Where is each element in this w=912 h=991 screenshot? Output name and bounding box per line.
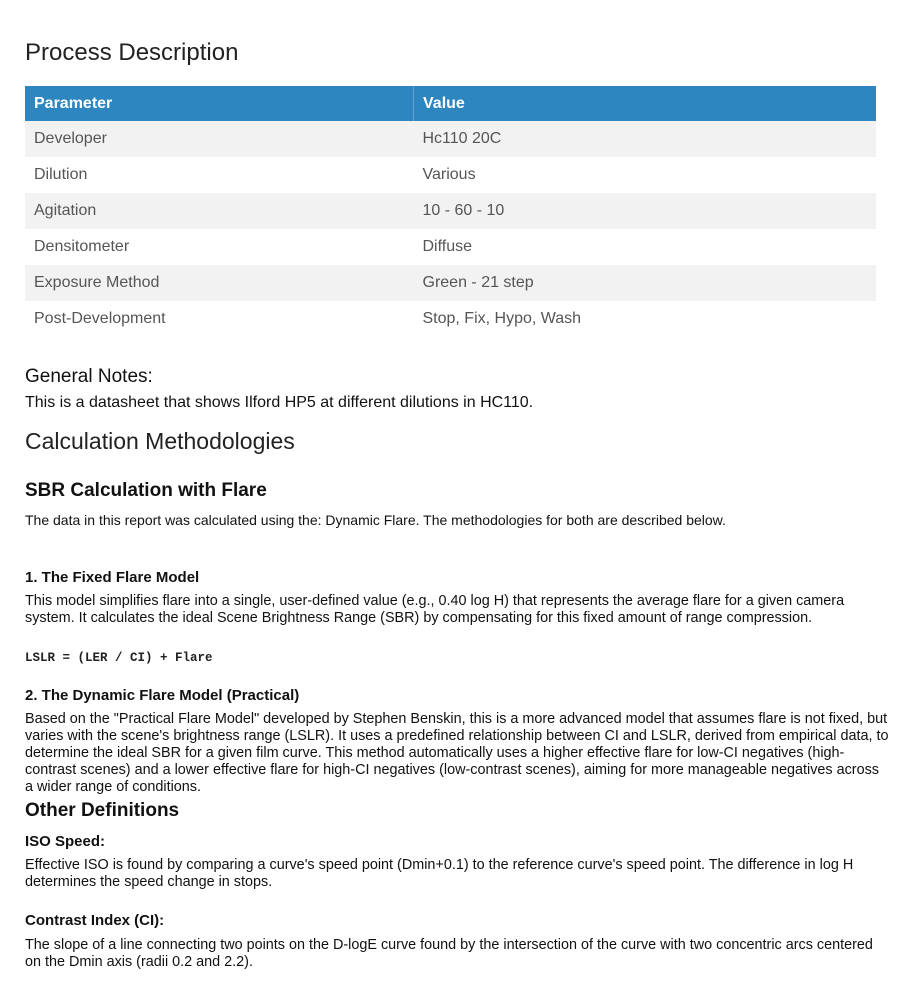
fixed-flare-heading: 1. The Fixed Flare Model	[25, 569, 200, 586]
table-header-row	[25, 86, 876, 121]
table-row	[25, 301, 876, 337]
general-notes-heading: General Notes:	[25, 366, 153, 387]
table-row	[25, 121, 876, 157]
value-cell: Hc110 20C	[414, 121, 877, 157]
other-definitions-heading: Other Definitions	[25, 800, 180, 821]
column-header-value: Value	[414, 86, 877, 121]
contrast-index-text: The slope of a line connecting two points on the D-logE curve found by the intersection of the curve with two concentric arcs centered on the Dmin axis (radii 0.2 and 2.2).	[25, 937, 873, 970]
table-row	[25, 157, 876, 193]
process-table	[25, 86, 876, 337]
general-notes-text: This is a datasheet that shows Ilford HP5 at different dilutions in HC110.	[25, 394, 534, 411]
dynamic-flare-heading: 2. The Dynamic Flare Model (Practical)	[25, 687, 300, 704]
contrast-index-heading: Contrast Index (CI):	[25, 912, 165, 929]
parameter-cell: Densitometer	[25, 229, 414, 265]
table-row	[25, 265, 876, 301]
page-title: Process Description	[25, 39, 239, 66]
table-row	[25, 193, 876, 229]
iso-speed-heading: ISO Speed:	[25, 833, 106, 850]
fixed-flare-text: This model simplifies flare into a single, user-defined value (e.g., 0.40 log H) that represents the average flare for a given camera system. It calculates the ideal Scene Brightness Range (SBR) by compensating for this fixed amount of range compression.	[25, 593, 845, 626]
value-cell: Various	[414, 157, 877, 193]
sbr-calculation-heading: SBR Calculation with Flare	[25, 480, 267, 501]
value-cell: Green - 21 step	[414, 265, 877, 301]
parameter-cell: Dilution	[25, 157, 414, 193]
table-row	[25, 229, 876, 265]
parameter-cell: Exposure Method	[25, 265, 414, 301]
column-header-parameter: Parameter	[25, 86, 414, 121]
value-cell: Stop, Fix, Hypo, Wash	[414, 301, 877, 337]
parameter-cell: Agitation	[25, 193, 414, 229]
sbr-calculation-text: The data in this report was calculated using the: Dynamic Flare. The methodologies for both are described below.	[25, 512, 726, 528]
dynamic-flare-text: Based on the "Practical Flare Model" developed by Stephen Benskin, this is a more advanced model that assumes flare is not fixed, but varies with the scene's brightness range (LSLR). It uses a predefined relationship between CI and LSLR, derived from empirical data, to determine the ideal SBR for a given film curve. This method automatically uses a higher effective flare for low-CI negatives (high-contrast scenes) and a lower effective flare for high-CI negatives (low-contrast scenes), aiming for more manageable negatives across a wider range of conditions.	[25, 711, 889, 795]
calculation-methodologies-heading: Calculation Methodologies	[25, 428, 295, 454]
value-cell: Diffuse	[414, 229, 877, 265]
parameter-cell: Post-Development	[25, 301, 414, 337]
parameter-cell: Developer	[25, 121, 414, 157]
lslr-formula: LSLR = (LER / CI) + Flare	[25, 651, 213, 665]
value-cell: 10 - 60 - 10	[414, 193, 877, 229]
iso-speed-text: Effective ISO is found by comparing a curve's speed point (Dmin+0.1) to the reference curve's speed point. The difference in log H determines the speed change in stops.	[25, 857, 854, 890]
